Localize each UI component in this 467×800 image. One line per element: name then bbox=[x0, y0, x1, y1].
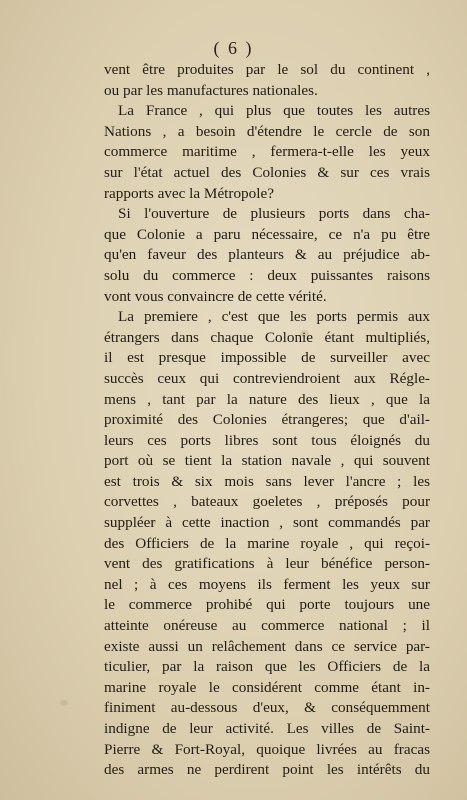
paper-stain bbox=[60, 700, 68, 706]
text-line: La premiere , c'est que les ports permis aux bbox=[118, 308, 430, 326]
text-line: atteinte onéreuse au commerce national ; il bbox=[104, 617, 430, 635]
text-line: rapports avec la Métropole? bbox=[104, 184, 274, 202]
text-line: Si l'ouverture de plusieurs ports dans cha- bbox=[118, 205, 430, 223]
text-line: sur l'état actuel des Colonies & sur ces vrais bbox=[104, 163, 430, 181]
text-line: suppléer à cette inaction , sont commandés par bbox=[104, 514, 430, 532]
text-line: que Colonie a paru nécessaire, ce n'a pu être bbox=[104, 225, 430, 243]
text-line: il est presque impossible de surveiller avec bbox=[104, 349, 430, 367]
text-line: succès ceux qui contreviendroient aux Régle- bbox=[104, 369, 430, 387]
text-line: ou par les manufactures nationales. bbox=[104, 81, 318, 99]
text-line: vent être produites par le sol du continent , bbox=[104, 61, 430, 78]
text-line: étrangers dans chaque Colonie étant multipliés, bbox=[104, 328, 430, 346]
text-line: marine royale le considérent comme étant in- bbox=[104, 678, 430, 696]
text-line: indigne de leur activité. Les villes de Saint- bbox=[104, 720, 430, 737]
text-line: La France , qui plus que toutes les autres bbox=[118, 102, 430, 120]
page-number: ( 6 ) bbox=[213, 38, 254, 58]
text-line: nel ; à ces moyens ils ferment les yeux sur bbox=[104, 575, 430, 593]
text-line: Pierre & Fort-Royal, quoique livrées au fracas bbox=[104, 740, 430, 758]
text-line: leurs ces ports libres sont tous éloignés du bbox=[104, 431, 430, 449]
body-text bbox=[104, 60, 430, 781]
text-line: le commerce prohibé qui porte toujours une bbox=[104, 596, 430, 614]
text-line: corvettes , bateaux goeletes , préposés pour bbox=[104, 493, 430, 511]
text-line: qu'en faveur des planteurs & au préjudice ab- bbox=[104, 246, 430, 264]
text-line: est trois & six mois sans lever l'ancre ; les bbox=[104, 472, 430, 490]
text-line: finiment au-dessous d'eux, & conséquemment bbox=[104, 699, 430, 717]
text-line: mens , tant par la nature des lieux , que la bbox=[104, 390, 430, 408]
text-line: proximité des Colonies étrangeres; que d'ail- bbox=[104, 411, 430, 429]
text-line: existe aussi un relâchement dans ce service par- bbox=[104, 637, 430, 655]
text-line: vent des gratifications à leur bénéfice person- bbox=[104, 555, 430, 573]
text-line: port où se tient la station navale , qui souvent bbox=[104, 452, 430, 470]
text-line: des armes ne perdirent point les intérêts du bbox=[104, 761, 430, 779]
text-line: Nations , a besoin d'étendre le cercle de son bbox=[104, 122, 430, 140]
text-line: ticulier, par la raison que les Officiers de la bbox=[104, 658, 430, 676]
text-line: commerce maritime , fermera-t-elle les yeux bbox=[104, 143, 430, 161]
text-line: des Officiers de la marine royale , qui reçoi- bbox=[104, 534, 430, 552]
text-line: vont vous convaincre de cette vérité. bbox=[104, 287, 327, 305]
text-line: solu du commerce : deux puissantes raisons bbox=[104, 266, 430, 284]
